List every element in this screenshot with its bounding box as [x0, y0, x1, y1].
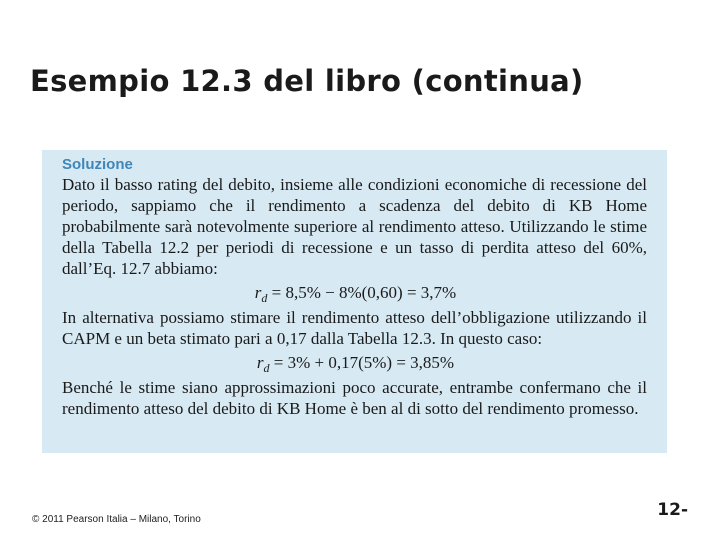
copyright-footer: © 2011 Pearson Italia – Milano, Torino — [32, 514, 201, 525]
equation-expected-return-1 — [62, 279, 647, 307]
paragraph-recession-estimate: Dato il basso rating del debito, insieme alle condizioni economiche di recessione del periodo, sappiamo che il rendimento a scadenza del debito di KB Home probabilmente sarà notevolmente superiore al rendimento atteso. Utilizzando le stime della Tabella 12.2 per periodi di recessione e un tasso di perdita atteso del 60%, dall’Eq. 12.7 abbiamo: — [62, 175, 647, 278]
paragraph-conclusion: Benché le stime siano approssimazioni poco accurate, entrambe confermano che il rendimento atteso del debito di KB Home è ben al di sotto del rendimento promesso. — [62, 378, 647, 418]
equation-1-symbol: r — [254, 283, 262, 302]
equation-2-symbol: r — [256, 353, 264, 372]
page-number: 12- — [657, 500, 688, 520]
paragraph-capm-alternative: In alternativa possiamo stimare il rendimento atteso dell’obbligazione utilizzando il CAPM e un beta stimato pari a 0,17 dalla Tabella 12.3. In questo caso: — [62, 308, 647, 348]
solution-heading: Soluzione — [62, 156, 133, 173]
solution-box — [42, 150, 667, 453]
equation-expected-return-2 — [62, 349, 647, 377]
equation-2-expression: = 3% + 0,17(5%) = 3,85% — [269, 353, 455, 372]
slide-title: Esempio 12.3 del libro (continua) — [30, 64, 584, 98]
equation-2-subscript: d — [263, 361, 270, 375]
equation-1-expression: = 8,5% − 8%(0,60) = 3,7% — [267, 283, 457, 302]
equation-1-subscript: d — [261, 291, 268, 305]
